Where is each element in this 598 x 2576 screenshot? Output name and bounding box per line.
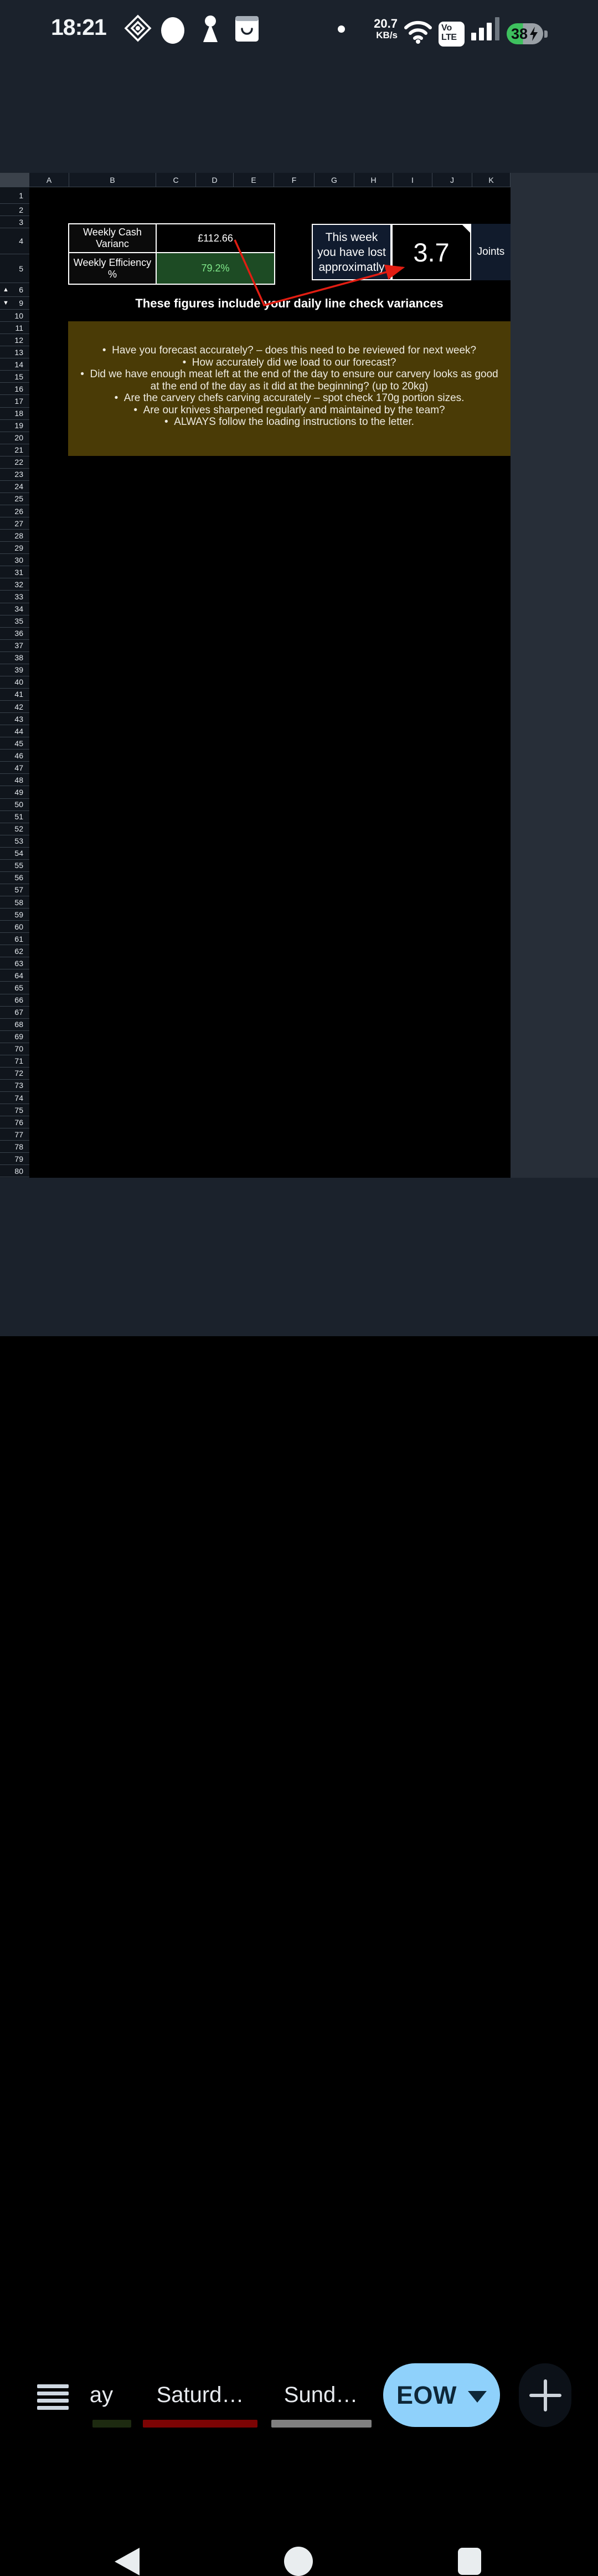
sheet-tab-label: Sund…: [283, 2383, 358, 2407]
row-number: 36: [14, 629, 23, 638]
row-number: 41: [14, 690, 23, 699]
row-header-54[interactable]: [0, 848, 29, 860]
row-number: 73: [14, 1081, 23, 1090]
row-number: 78: [14, 1142, 23, 1151]
notification-circle-icon: [160, 17, 185, 44]
row-number: 77: [14, 1130, 23, 1139]
column-header-K[interactable]: K: [472, 173, 511, 187]
row-number: 39: [14, 665, 23, 675]
row-number: 51: [14, 812, 23, 822]
row-number: 44: [14, 726, 23, 736]
row-number: 59: [14, 910, 23, 919]
tab-color-strip: [271, 2420, 372, 2428]
row-header-75[interactable]: [0, 1104, 29, 1116]
lost-line-2: you have lost: [317, 245, 386, 259]
column-header-row: [0, 173, 598, 187]
row-header-5[interactable]: [0, 254, 29, 283]
chevron-down-icon: [468, 2391, 487, 2403]
row-number: 62: [14, 946, 23, 956]
row-header-67[interactable]: [0, 1007, 29, 1019]
bullet-item: • ALWAYS follow the loading instructions to the letter.: [164, 416, 414, 428]
row-number: 54: [14, 849, 23, 858]
sheet-right-filler: [511, 187, 598, 1178]
row-number: 24: [14, 482, 23, 491]
row-number: 22: [14, 458, 23, 467]
wifi-icon: [403, 19, 433, 44]
row-header-33[interactable]: [0, 591, 29, 603]
row-header-48[interactable]: [0, 774, 29, 786]
row-number: 69: [14, 1032, 23, 1041]
row-header-10[interactable]: [0, 310, 29, 322]
row-header-47[interactable]: [0, 762, 29, 774]
collapse-group-icon[interactable]: ▼: [3, 300, 9, 306]
column-header-B[interactable]: B: [69, 173, 156, 187]
add-sheet-button[interactable]: [519, 2363, 571, 2427]
row-number: 19: [14, 421, 23, 430]
row-number: 16: [14, 384, 23, 393]
row-number: 2: [19, 205, 23, 214]
row-header-38[interactable]: [0, 652, 29, 664]
row-number: 29: [14, 543, 23, 552]
row-header-74[interactable]: [0, 1092, 29, 1104]
bullet-item: • Are our knives sharpened regularly and maintained by the team?: [133, 404, 445, 416]
row-number: 63: [14, 958, 23, 968]
charging-bolt-icon: [529, 26, 539, 42]
row-number: 76: [14, 1117, 23, 1127]
lost-line-3: approximatly: [318, 260, 385, 274]
row-number: 11: [15, 323, 23, 332]
status-bar: [0, 0, 598, 55]
row-header-2[interactable]: [0, 204, 29, 216]
column-header-E[interactable]: E: [234, 173, 274, 187]
row-number: 32: [14, 579, 23, 589]
row-header-68[interactable]: [0, 1019, 29, 1031]
battery-percent: 38: [511, 25, 528, 42]
bullet-list: [79, 345, 500, 428]
column-header-H[interactable]: H: [354, 173, 393, 187]
row-number: 18: [14, 409, 23, 418]
selected-tab-label: EOW: [396, 2380, 457, 2409]
row-header-32[interactable]: [0, 578, 29, 591]
sheet-tab-label: Saturd…: [156, 2383, 244, 2407]
row-number: 1: [19, 191, 23, 200]
row-number: 17: [14, 396, 23, 406]
row-header-13[interactable]: [0, 346, 29, 358]
row-header-4[interactable]: [0, 228, 29, 254]
network-speed-value: 20.7: [374, 17, 398, 30]
lost-line-1: This week: [325, 230, 378, 244]
row-number: 48: [14, 775, 23, 784]
bullet-item: • Are the carvery chefs carving accurately – spot check 170g portion sizes.: [114, 392, 465, 404]
row-header-61[interactable]: [0, 933, 29, 945]
row-header-76[interactable]: [0, 1116, 29, 1128]
cell-corner-marker: [462, 225, 470, 233]
row-number: 79: [14, 1154, 23, 1163]
row-number: 40: [14, 678, 23, 687]
volte-badge: [439, 22, 465, 47]
row-number: 61: [14, 934, 23, 943]
row-header-26[interactable]: [0, 505, 29, 517]
row-header-14[interactable]: [0, 358, 29, 371]
row-header-25[interactable]: [0, 493, 29, 505]
row-header-27[interactable]: [0, 517, 29, 530]
column-header-F[interactable]: F: [274, 173, 315, 187]
sheet-tab-label: ay: [89, 2383, 114, 2407]
row-number: 71: [14, 1056, 23, 1066]
nav-recents-button[interactable]: [458, 2548, 481, 2575]
notification-key-icon: [199, 16, 221, 43]
row-number: 53: [14, 837, 23, 846]
row-header-45[interactable]: [0, 737, 29, 750]
row-number: 26: [14, 506, 23, 516]
row-header-28[interactable]: [0, 530, 29, 542]
row-header-59[interactable]: [0, 909, 29, 921]
tab-color-strip: [143, 2420, 257, 2428]
row-header-63[interactable]: [0, 957, 29, 969]
cell-cash-variance-label[interactable]: Weekly Cash Varianc: [69, 224, 156, 253]
column-header-A[interactable]: A: [29, 173, 69, 187]
column-header-C[interactable]: C: [156, 173, 196, 187]
sheet-tab-bar: [0, 1178, 598, 2409]
notification-bag-icon: [233, 14, 261, 43]
row-header-72[interactable]: [0, 1068, 29, 1080]
row-header-12[interactable]: [0, 334, 29, 346]
row-header-19[interactable]: [0, 420, 29, 432]
column-header-I[interactable]: I: [393, 173, 432, 187]
bullet-item: • Did we have enough meat left at the end of the day to ensure our carvery looks as good at the end of the day as it did at the beginning? (up to 20kg): [80, 368, 498, 392]
row-number: 12: [14, 335, 23, 345]
row-number: 13: [14, 347, 23, 357]
signal-strength-icon: [471, 17, 503, 40]
row-header-62[interactable]: [0, 945, 29, 957]
row-header-55[interactable]: [0, 860, 29, 872]
row-header-3[interactable]: [0, 216, 29, 228]
all-sheets-menu-button[interactable]: [37, 2384, 69, 2413]
row-number: 64: [14, 971, 23, 980]
row-header-24[interactable]: [0, 481, 29, 493]
clock: 18:21: [51, 14, 106, 40]
row-header-79[interactable]: [0, 1153, 29, 1165]
row-header-51[interactable]: [0, 811, 29, 823]
row-number: 60: [14, 922, 23, 931]
row-header-29[interactable]: [0, 542, 29, 554]
row-number: 14: [14, 360, 23, 369]
row-header-21[interactable]: [0, 444, 29, 456]
row-header-60[interactable]: [0, 921, 29, 933]
row-header-18[interactable]: [0, 408, 29, 420]
row-number: 35: [14, 617, 23, 626]
cell-lost-text[interactable]: [312, 224, 391, 280]
row-header-49[interactable]: [0, 786, 29, 798]
row-number: 58: [14, 897, 23, 907]
row-header-23[interactable]: [0, 469, 29, 481]
row-number: 47: [14, 763, 23, 772]
row-number: 52: [14, 824, 23, 834]
row-number: 28: [14, 531, 23, 540]
network-speed-unit: KB/s: [376, 30, 398, 40]
sheet-tab-ay[interactable]: [74, 2375, 129, 2436]
row-header-42[interactable]: [0, 701, 29, 713]
row-header-73[interactable]: [0, 1080, 29, 1092]
row-number: 15: [14, 372, 23, 381]
row-number: 20: [14, 433, 23, 443]
row-header-11[interactable]: [0, 322, 29, 334]
row-number: 56: [14, 873, 23, 882]
row-header-16[interactable]: [0, 383, 29, 395]
column-header-D[interactable]: D: [196, 173, 234, 187]
nav-home-button[interactable]: [284, 2547, 313, 2576]
row-header-56[interactable]: [0, 872, 29, 884]
row-header-6[interactable]: [0, 283, 29, 297]
row-number: 49: [14, 787, 23, 797]
notification-dot: [338, 25, 345, 33]
cell-joints-lost-value[interactable]: [391, 224, 471, 280]
joints-lost-number: 3.7: [413, 237, 450, 267]
sheet-tab-sund[interactable]: [270, 2375, 372, 2436]
row-number: 5: [19, 264, 23, 273]
row-number: 31: [14, 567, 23, 577]
row-header-71[interactable]: [0, 1055, 29, 1068]
bullet-item: • Have you forecast accurately? – does this need to be reviewed for next week?: [102, 345, 477, 356]
row-number: 45: [14, 738, 23, 748]
row-number: 30: [14, 555, 23, 565]
row-number: 68: [14, 1020, 23, 1029]
row-header-37[interactable]: [0, 640, 29, 652]
row-number: 75: [14, 1105, 23, 1115]
row-header-58[interactable]: [0, 896, 29, 909]
row-header-15[interactable]: [0, 371, 29, 383]
network-speed: [349, 17, 398, 40]
row-number: 42: [14, 702, 23, 711]
row-header-66[interactable]: [0, 994, 29, 1007]
battery-nub: [544, 30, 548, 38]
row-number: 70: [14, 1044, 23, 1054]
android-nav-bar: [0, 1269, 598, 1336]
weekly-checklist-box[interactable]: [68, 321, 511, 456]
battery-indicator: [507, 23, 543, 44]
row-number: 21: [14, 445, 23, 455]
row-number: 9: [19, 299, 23, 307]
row-header-34[interactable]: [0, 603, 29, 615]
nav-back-button[interactable]: [115, 2548, 140, 2575]
column-header-J[interactable]: J: [432, 173, 472, 187]
column-header-G[interactable]: G: [315, 173, 354, 187]
cell-efficiency-value[interactable]: 79.2%: [156, 253, 275, 284]
row-number: 66: [14, 995, 23, 1005]
expand-group-icon[interactable]: ▲: [3, 286, 9, 293]
row-header-41[interactable]: [0, 689, 29, 701]
row-header-46[interactable]: [0, 750, 29, 762]
row-header-39[interactable]: [0, 664, 29, 676]
row-header-52[interactable]: [0, 823, 29, 835]
volte-top-text: Vo: [441, 23, 452, 33]
column-headers: [29, 173, 511, 187]
cell-cash-variance-value[interactable]: £112.66: [156, 224, 275, 253]
sheet-body: [0, 187, 598, 1178]
figures-note-text: These figures include your daily line check variances: [135, 296, 444, 310]
row-header-78[interactable]: [0, 1141, 29, 1153]
row-number: 80: [14, 1166, 23, 1176]
row-number: 74: [14, 1093, 23, 1102]
row-number: 4: [19, 237, 23, 245]
row-number: 50: [14, 800, 23, 809]
notification-diamond-icon: [124, 14, 152, 42]
row-header-22[interactable]: [0, 456, 29, 469]
row-number: 34: [14, 604, 23, 614]
tab-color-strip: [92, 2420, 131, 2428]
row-header-57[interactable]: [0, 884, 29, 896]
row-header-30[interactable]: [0, 554, 29, 566]
bullet-item: • How accurately did we load to our forecast?: [182, 356, 396, 368]
row-header-20[interactable]: [0, 432, 29, 444]
row-header-35[interactable]: [0, 615, 29, 628]
row-header-44[interactable]: [0, 725, 29, 737]
row-header-40[interactable]: [0, 676, 29, 689]
select-all-corner[interactable]: [0, 173, 29, 187]
row-number: 43: [14, 714, 23, 723]
row-number: 38: [14, 653, 23, 663]
row-number: 6: [19, 285, 23, 294]
row-number: 55: [14, 861, 23, 870]
row-header-43[interactable]: [0, 713, 29, 725]
app-toolbar: [0, 89, 598, 161]
sheet-tab-selected[interactable]: [383, 2363, 500, 2427]
row-number: 57: [14, 885, 23, 895]
weekly-summary-table[interactable]: [68, 223, 275, 285]
row-number: 3: [19, 217, 23, 227]
cell-joints-unit[interactable]: Joints: [471, 224, 511, 280]
sheet-canvas[interactable]: [29, 187, 511, 1178]
row-header-77[interactable]: [0, 1128, 29, 1141]
row-number: 23: [14, 470, 23, 479]
row-header-17[interactable]: [0, 395, 29, 407]
row-number: 65: [14, 983, 23, 992]
row-header-65[interactable]: [0, 982, 29, 994]
row-header-64[interactable]: [0, 969, 29, 982]
row-header-80[interactable]: [0, 1165, 29, 1177]
row-header-9[interactable]: [0, 297, 29, 310]
cell-efficiency-label[interactable]: Weekly Efficiency %: [69, 253, 156, 284]
sheet-tab-saturd[interactable]: [143, 2375, 257, 2436]
row-number: 10: [14, 311, 23, 320]
row-header-1[interactable]: [0, 187, 29, 204]
row-number: 33: [14, 592, 23, 601]
row-header-70[interactable]: [0, 1043, 29, 1055]
row-number: 37: [14, 641, 23, 650]
row-header-36[interactable]: [0, 628, 29, 640]
row-gutter: [0, 187, 29, 1178]
row-header-50[interactable]: [0, 799, 29, 811]
row-header-53[interactable]: [0, 835, 29, 848]
row-number: 27: [14, 519, 23, 528]
row-number: 25: [14, 494, 23, 504]
row-number: 67: [14, 1008, 23, 1017]
row-number: 46: [14, 751, 23, 760]
row-number: 72: [14, 1069, 23, 1078]
plus-icon: [529, 2379, 562, 2412]
row-header-69[interactable]: [0, 1031, 29, 1043]
row-header-31[interactable]: [0, 566, 29, 578]
volte-bottom-text: LTE: [441, 33, 457, 42]
